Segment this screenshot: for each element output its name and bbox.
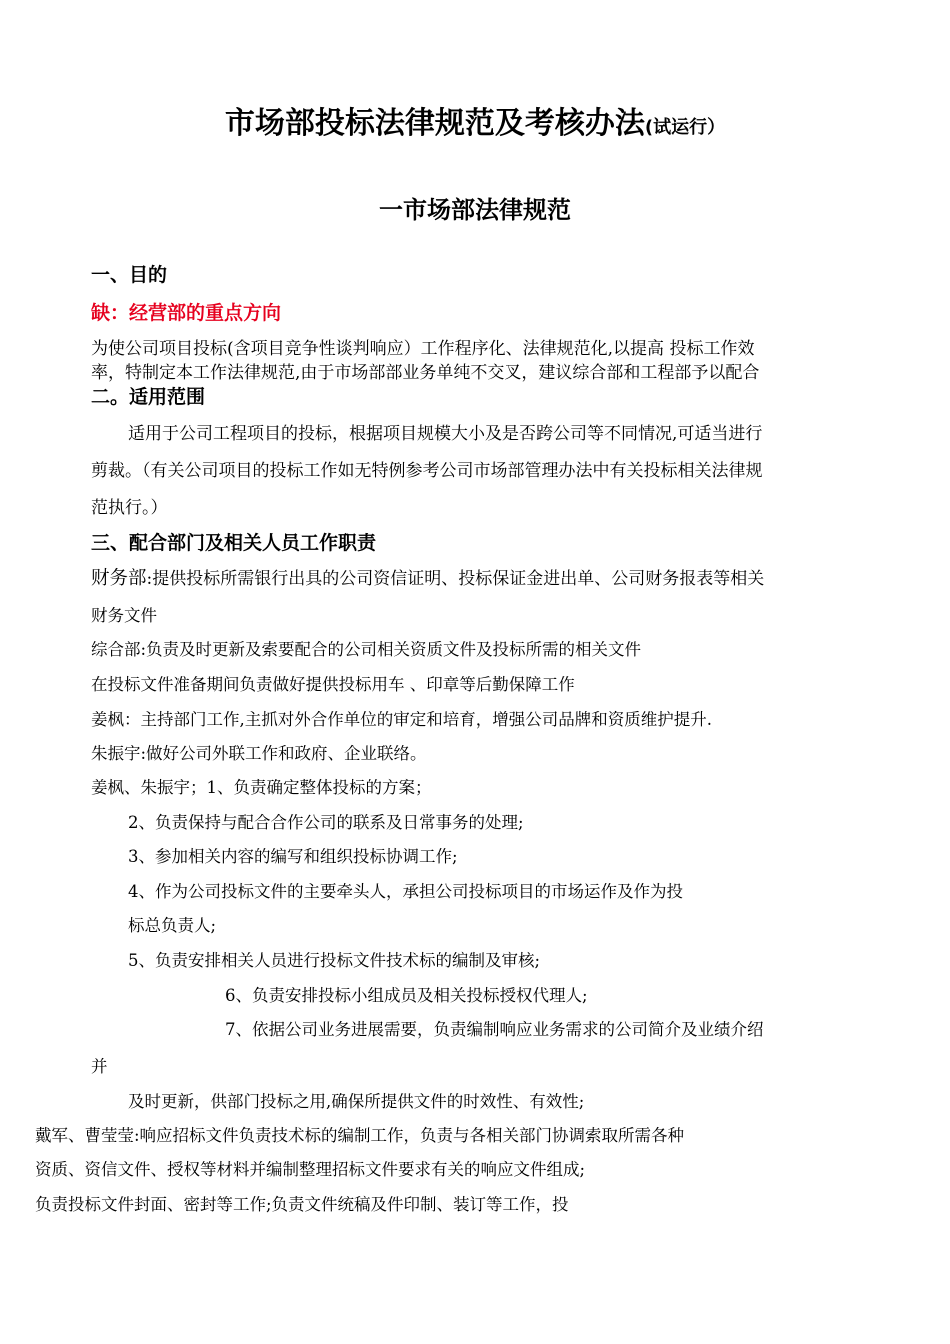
duty-item-1: 姜枫、朱振宇；1、负责确定整体投标的方案； <box>91 778 432 797</box>
dai-cao-line: 戴军、曹莹莹:响应招标文件负责技术标的编制工作，负责与各相关部门协调索取所需各种 <box>35 1126 685 1145</box>
finance-label: 财务部 <box>91 568 147 589</box>
jiang-feng-line: 姜枫：主持部门工作,主抓对外合作单位的审定和培育，增强公司品牌和资质维护提升. <box>91 710 712 729</box>
general-dept-line: 综合部:负责及时更新及索要配合的公司相关资质文件及投标所需的相关文件 <box>91 640 642 659</box>
finance-line-2: 财务文件 <box>91 606 157 625</box>
scope-line-3: 范执行。） <box>91 498 168 518</box>
heading-scope: 二。适用范围 <box>91 386 206 408</box>
duty-item-7: 7、依据公司业务进展需要，负责编制响应业务需求的公司简介及业绩介绍 <box>225 1020 764 1039</box>
duty-item-3: 3、参加相关内容的编写和组织投标协调工作; <box>128 847 458 866</box>
logistics-line: 在投标文件准备期间负责做好提供投标用车 、印章等后勤保障工作 <box>91 675 575 694</box>
scope-line-2: 剪裁。（有关公司项目的投标工作如无特例参考公司市场部管理办法中有关投标相关法律规 <box>91 461 763 481</box>
heading-responsibilities: 三、配合部门及相关人员工作职责 <box>91 532 377 554</box>
document-title <box>0 104 950 148</box>
title-main: 市场部投标法律规范及考核办法 <box>224 106 645 141</box>
cover-seal-line: 负责投标文件封面、密封等工作;负责文件统稿及件印制、装订等工作，投 <box>35 1195 569 1214</box>
red-note: 缺：经营部的重点方向 <box>91 302 282 324</box>
purpose-line-1: 为使公司项目投标(含项目竞争性谈判响应）工作程序化、法律规范化,以提高 投标工作效 <box>91 339 755 359</box>
duty-item-6: 6、负责安排投标小组成员及相关投标授权代理人; <box>225 986 588 1005</box>
section-title: 一市场部法律规范 <box>379 196 571 224</box>
purpose-line-2: 率，特制定本工作法律规范,由于市场部部业务单纯不交叉，建议综合部和工程部予以配合 <box>91 363 760 383</box>
finance-line <box>91 567 764 591</box>
duty-item-4-cont: 标总负责人; <box>128 916 217 935</box>
duty-item-5: 5、负责安排相关人员进行投标文件技术标的编制及审核; <box>128 951 541 970</box>
title-suffix: (试运行） <box>644 117 726 138</box>
duty-item-7-cont: 并 <box>91 1057 108 1076</box>
finance-text: :提供投标所需银行出具的公司资信证明、投标保证金进出单、公司财务报表等相关 <box>146 569 765 589</box>
duty-item-2: 2、负责保持与配合合作公司的联系及日常事务的处理; <box>128 813 524 832</box>
zhu-zhenyu-line: 朱振宇:做好公司外联工作和政府、企业联络。 <box>91 744 427 763</box>
heading-purpose: 一、目的 <box>91 264 168 286</box>
scope-line-1: 适用于公司工程项目的投标，根据项目规模大小及是否跨公司等不同情况,可适当进行 <box>128 424 763 444</box>
duty-item-7-cont-2: 及时更新，供部门投标之用,确保所提供文件的时效性、有效性; <box>128 1092 585 1111</box>
dai-cao-line-2: 资质、资信文件、授权等材料并编制整理招标文件要求有关的响应文件组成; <box>35 1160 586 1179</box>
duty-item-4: 4、作为公司投标文件的主要牵头人，承担公司投标项目的市场运作及作为投 <box>128 882 683 901</box>
